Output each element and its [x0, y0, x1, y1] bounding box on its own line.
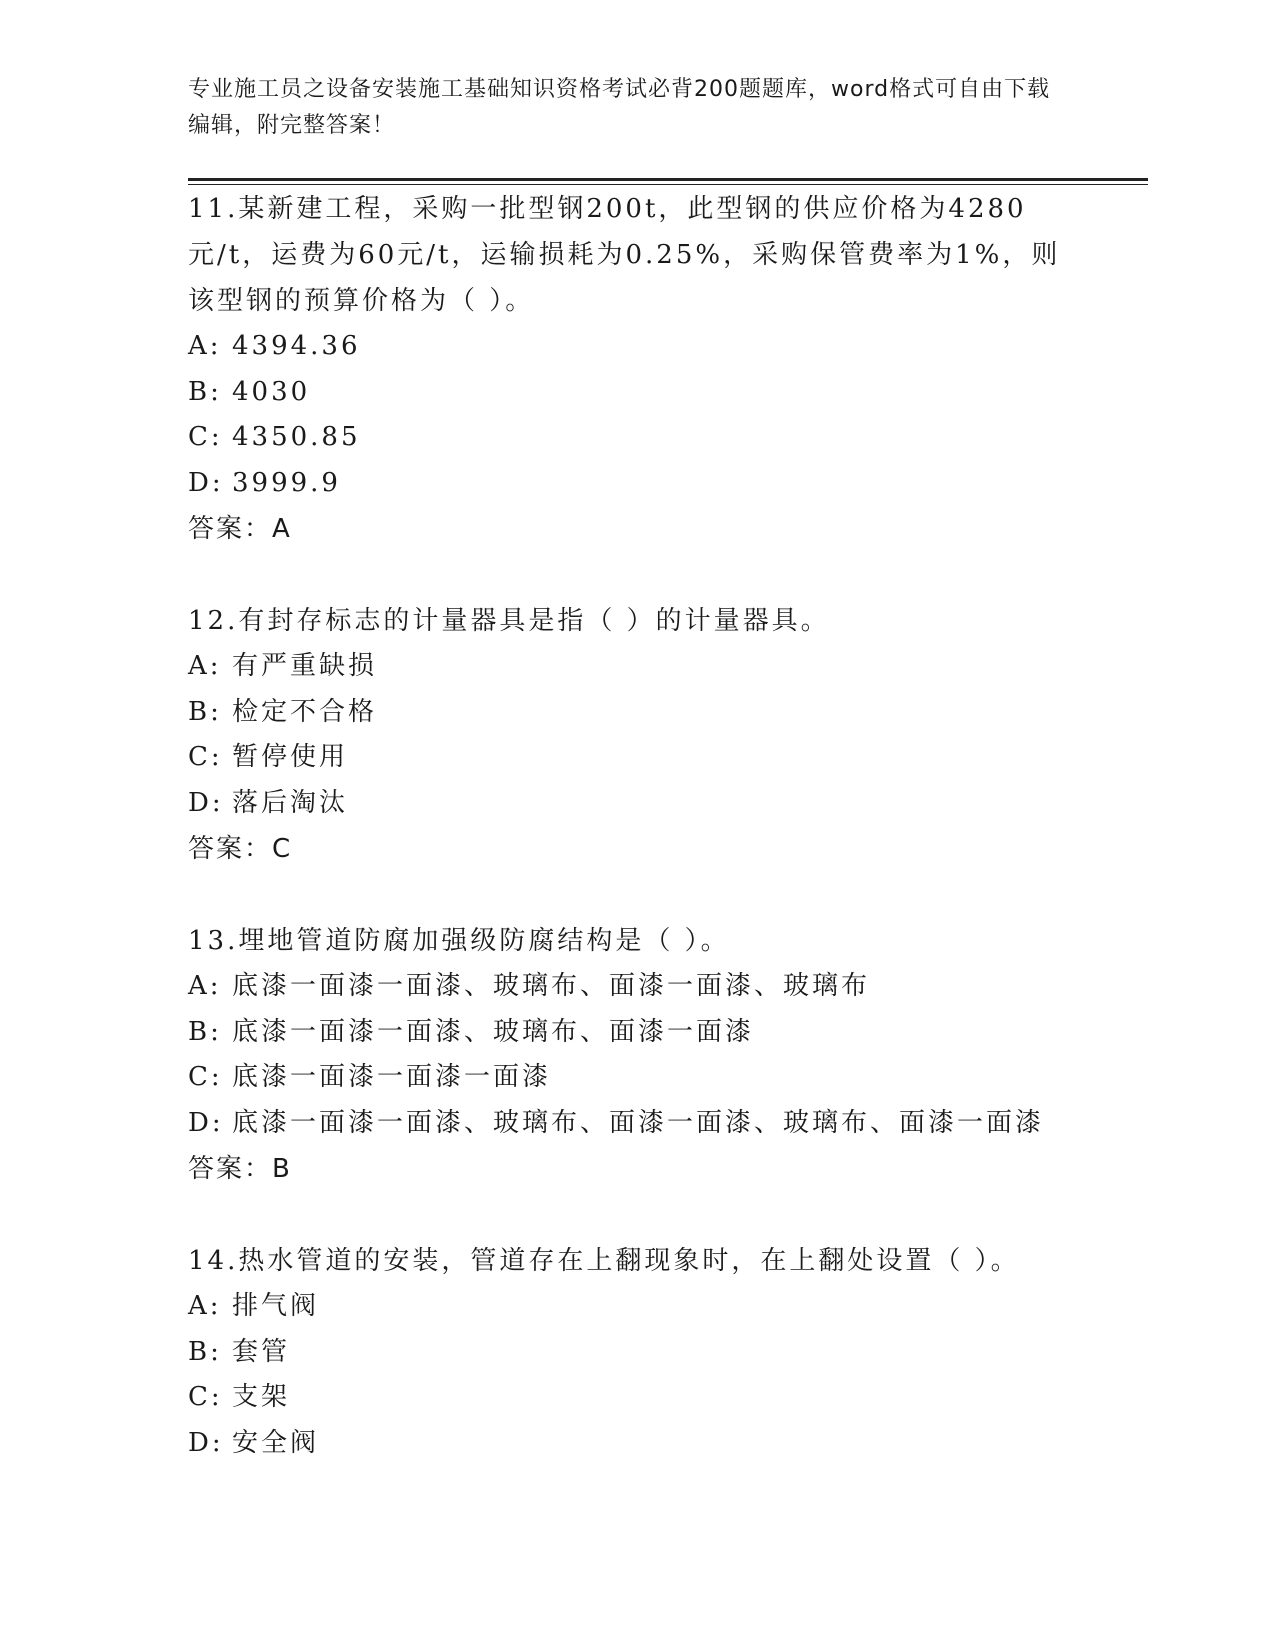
option-text: 暂停使用	[232, 742, 349, 772]
option-b	[188, 1010, 1068, 1056]
question-text: 14.热水管道的安装，管道存在上翻现象时，在上翻处设置（ ）。	[188, 1246, 1020, 1276]
option-a	[188, 644, 1068, 690]
option-letter: D:	[188, 467, 224, 498]
option-d	[188, 461, 1068, 507]
option-letter: A:	[188, 331, 222, 361]
question-11	[188, 186, 1068, 552]
option-letter: A:	[188, 1291, 222, 1321]
option-b	[188, 690, 1068, 736]
option-letter: C:	[188, 1062, 223, 1092]
question-text: 13.埋地管道防腐加强级防腐结构是（ ）。	[188, 926, 730, 956]
question-spacer	[188, 872, 1068, 918]
question-13	[188, 918, 1068, 1192]
option-letter: B:	[188, 376, 222, 407]
question-list	[188, 186, 1068, 1466]
option-text: 底漆一面漆一面漆、玻璃布、面漆一面漆、玻璃布、面漆一面漆	[232, 1107, 1045, 1138]
option-c	[188, 415, 1068, 461]
option-letter: D:	[188, 1427, 224, 1458]
header-divider-thick	[188, 178, 1148, 181]
option-text: 底漆一面漆一面漆、玻璃布、面漆一面漆	[232, 1016, 755, 1047]
option-d	[188, 781, 1068, 827]
option-letter: D:	[188, 787, 224, 818]
header-divider-thin	[188, 184, 1148, 185]
option-letter: C:	[188, 422, 223, 452]
option-b	[188, 370, 1068, 416]
option-c	[188, 1055, 1068, 1101]
document-header: 专业施工员之设备安装施工基础知识资格考试必背200题题库，word格式可自由下载编辑，附完整答案！	[188, 77, 1051, 138]
option-text: 3999.9	[232, 467, 341, 498]
option-text: 底漆一面漆一面漆、玻璃布、面漆一面漆、玻璃布	[232, 971, 871, 1001]
option-letter: C:	[188, 742, 223, 772]
option-letter: C:	[188, 1382, 223, 1412]
question-text: 11.某新建工程，采购一批型钢200t，此型钢的供应价格为4280元/t，运费为60元/t，运输损耗为0.25%，采购保管费率为1%，则该型钢的预算价格为（ ）。	[188, 194, 1061, 316]
option-text: 有严重缺损	[232, 651, 378, 681]
option-text: 底漆一面漆一面漆一面漆	[232, 1062, 552, 1092]
option-text: 4030	[232, 376, 311, 407]
option-c	[188, 735, 1068, 781]
option-text: 支架	[232, 1382, 291, 1412]
option-letter: D:	[188, 1107, 224, 1138]
answer-line: 答案：A	[188, 514, 292, 544]
question-spacer	[188, 1192, 1068, 1238]
answer-line: 答案：B	[188, 1154, 292, 1184]
question-text: 12.有封存标志的计量器具是指（ ）的计量器具。	[188, 606, 830, 636]
option-text: 安全阀	[232, 1427, 320, 1458]
option-a	[188, 324, 1068, 370]
option-text: 检定不合格	[232, 696, 378, 727]
option-a	[188, 1284, 1068, 1330]
option-letter: B:	[188, 1336, 222, 1367]
option-c	[188, 1375, 1068, 1421]
option-letter: B:	[188, 696, 222, 727]
option-text: 排气阀	[232, 1291, 320, 1321]
option-d	[188, 1101, 1068, 1147]
option-text: 4394.36	[232, 331, 361, 361]
option-letter: B:	[188, 1016, 222, 1047]
option-letter: A:	[188, 971, 222, 1001]
question-12	[188, 598, 1068, 872]
question-spacer	[188, 552, 1068, 598]
option-b	[188, 1330, 1068, 1376]
option-letter: A:	[188, 651, 222, 681]
option-a	[188, 964, 1068, 1010]
option-text: 套管	[232, 1336, 291, 1367]
question-14	[188, 1238, 1068, 1466]
option-text: 落后淘汰	[232, 787, 349, 818]
option-d	[188, 1421, 1068, 1467]
answer-line: 答案：C	[188, 834, 293, 864]
option-text: 4350.85	[232, 422, 361, 452]
